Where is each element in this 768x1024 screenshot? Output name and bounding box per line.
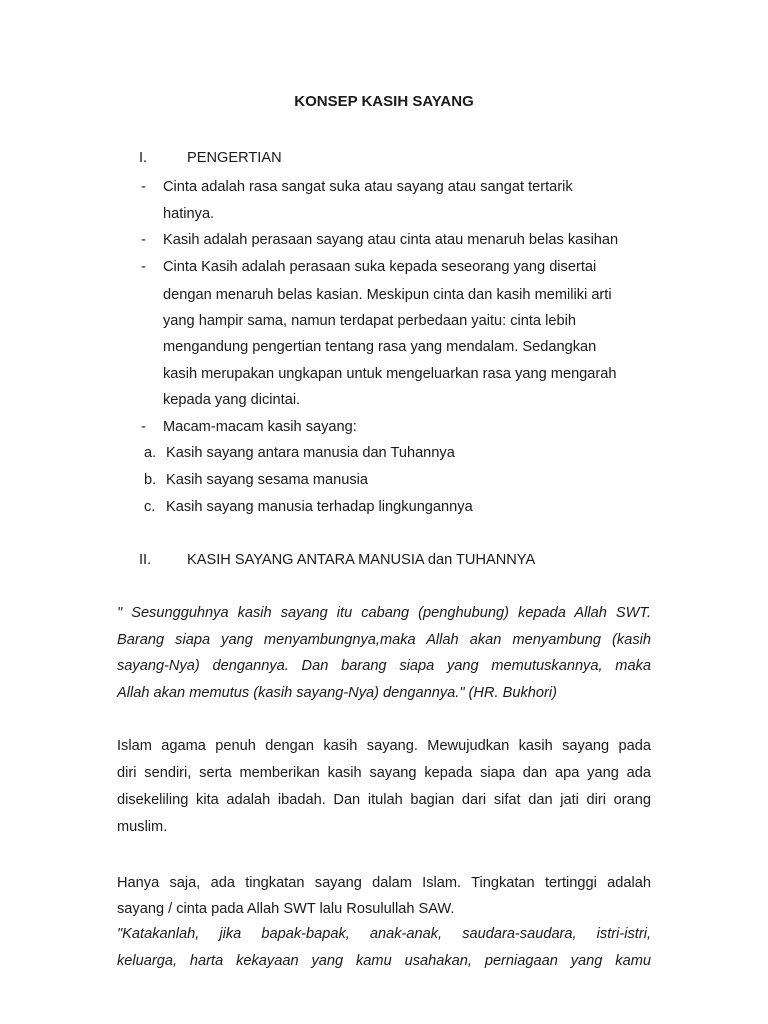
list-marker: c. [144, 499, 156, 515]
quote-line: " Sesungguhnya kasih sayang itu cabang (penghubung) kepada Allah SWT. [117, 605, 651, 621]
bullet-text: Macam-macam kasih sayang: [163, 419, 357, 435]
bullet-marker: - [141, 259, 146, 275]
quote-line: "Katakanlah, jika bapak-bapak, anak-anak, saudara-saudara, istri-istri, [117, 926, 651, 942]
bullet-marker: - [141, 419, 146, 435]
bullet-text: kasih merupakan ungkapan untuk mengeluarkan rasa yang mengarah [163, 366, 617, 382]
document-title: KONSEP KASIH SAYANG [294, 93, 474, 110]
bullet-text: dengan menaruh belas kasian. Meskipun cinta dan kasih memiliki arti [163, 287, 612, 303]
list-marker: b. [144, 472, 157, 488]
paragraph-line: diri sendiri, serta memberikan kasih sayang kepada siapa dan apa yang ada [117, 765, 651, 781]
list-item: Kasih sayang antara manusia dan Tuhannya [166, 445, 455, 461]
bullet-text: Cinta Kasih adalah perasaan suka kepada seseorang yang disertai [163, 259, 597, 275]
bullet-text: Cinta adalah rasa sangat suka atau sayang atau sangat tertarik [163, 179, 573, 195]
bullet-text: Kasih adalah perasaan sayang atau cinta atau menaruh belas kasihan [163, 232, 619, 248]
quote-line: sayang-Nya) dengannya. Dan barang siapa yang memutuskannya, maka [117, 658, 651, 674]
bullet-text: kepada yang dicintai. [163, 392, 301, 408]
section-number: I. [139, 150, 148, 166]
quote-line: Barang siapa yang menyambungnya,maka Allah akan menyambung (kasih [117, 632, 651, 648]
section-heading: PENGERTIAN [187, 150, 282, 166]
list-marker: a. [144, 445, 157, 461]
section-heading: KASIH SAYANG ANTARA MANUSIA dan TUHANNYA [187, 552, 536, 568]
section-number: II. [139, 552, 152, 568]
bullet-marker: - [141, 179, 146, 195]
paragraph-line: muslim. [117, 819, 168, 835]
quote-line: keluarga, harta kekayaan yang kamu usahakan, perniagaan yang kamu [117, 953, 651, 969]
list-item: Kasih sayang sesama manusia [166, 472, 368, 488]
paragraph-line: Islam agama penuh dengan kasih sayang. Mewujudkan kasih sayang pada [117, 738, 651, 754]
bullet-text: yang hampir sama, namun terdapat perbedaan yaitu: cinta lebih [163, 313, 576, 329]
list-item: Kasih sayang manusia terhadap lingkungannya [166, 499, 473, 515]
bullet-marker: - [141, 232, 146, 248]
paragraph-line: sayang / cinta pada Allah SWT lalu Rosulullah SAW. [117, 901, 455, 917]
bullet-text: hatinya. [163, 206, 215, 222]
paragraph-line: disekeliling kita adalah ibadah. Dan itulah bagian dari sifat dan jati diri orang [117, 792, 651, 808]
quote-line: Allah akan memutus (kasih sayang-Nya) dengannya." (HR. Bukhori) [117, 685, 557, 701]
paragraph-line: Hanya saja, ada tingkatan sayang dalam Islam. Tingkatan tertinggi adalah [117, 875, 651, 891]
bullet-text: mengandung pengertian tentang rasa yang mendalam. Sedangkan [163, 339, 597, 355]
